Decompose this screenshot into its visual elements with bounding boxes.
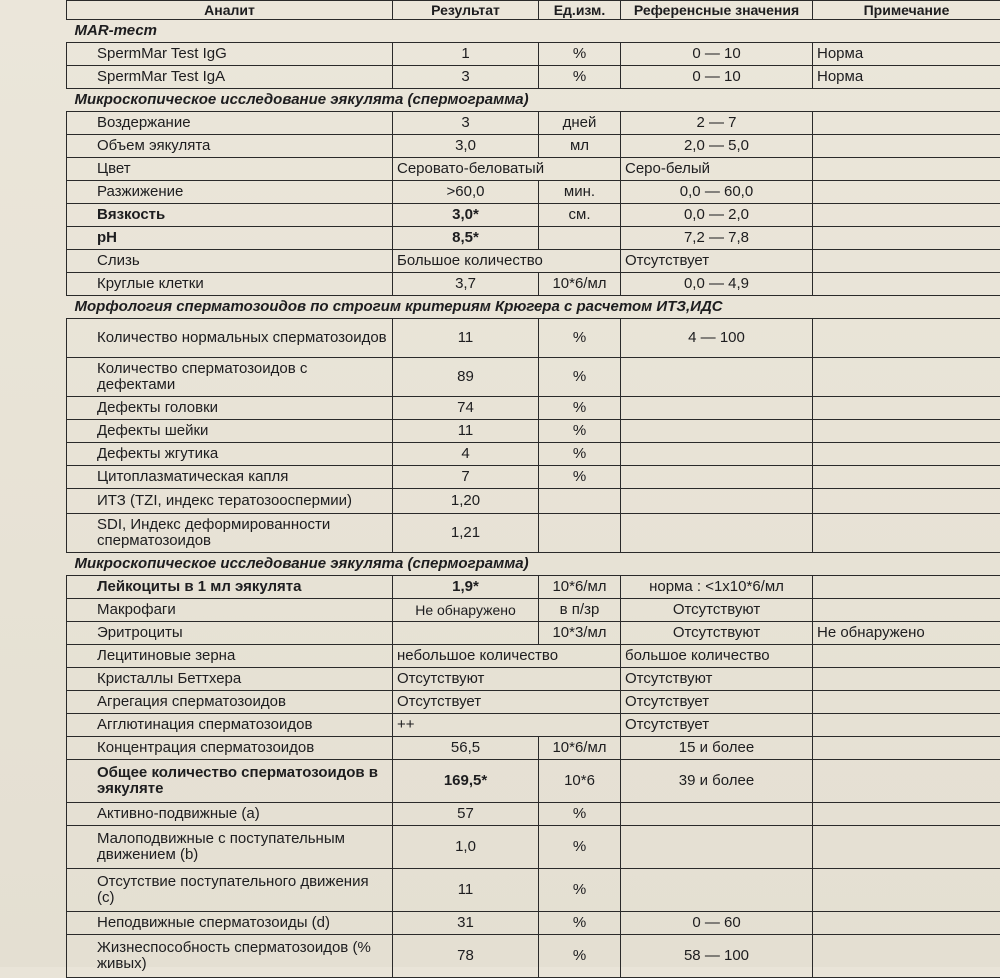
analyte-name: Вязкость — [67, 204, 393, 227]
table-row — [67, 319, 1000, 358]
result-value: 1,9* — [393, 576, 539, 599]
reference-value — [621, 826, 813, 869]
analyte-name: Круглые клетки — [67, 273, 393, 296]
unit-value: % — [539, 43, 621, 66]
note-value — [813, 358, 1000, 397]
analyte-name: Концентрация сперматозоидов — [67, 737, 393, 760]
result-value: 11 — [393, 869, 539, 912]
table-row — [67, 181, 1000, 204]
reference-value: большое количество — [621, 645, 813, 668]
analyte-name: Цитоплазматическая капля — [67, 466, 393, 489]
table-row — [67, 158, 1000, 181]
col-header-unit: Ед.изм. — [539, 1, 621, 20]
unit-value: % — [539, 935, 621, 978]
analyte-name: Слизь — [67, 250, 393, 273]
reference-value: 0,0 — 60,0 — [621, 181, 813, 204]
analyte-name: Воздержание — [67, 112, 393, 135]
col-header-analyte: Аналит — [67, 1, 393, 20]
table-row — [67, 714, 1000, 737]
reference-value: норма : <1x10*6/мл — [621, 576, 813, 599]
reference-value: 39 и более — [621, 760, 813, 803]
analyte-name: Дефекты головки — [67, 397, 393, 420]
result-value: 4 — [393, 443, 539, 466]
reference-value — [621, 514, 813, 553]
result-value: 8,5* — [393, 227, 539, 250]
result-value: 1 — [393, 43, 539, 66]
unit-value: % — [539, 466, 621, 489]
table-row — [67, 622, 1000, 645]
reference-value — [621, 869, 813, 912]
reference-value: 2,0 — 5,0 — [621, 135, 813, 158]
reference-value: 0,0 — 4,9 — [621, 273, 813, 296]
analyte-name: Кристаллы Беттхера — [67, 668, 393, 691]
note-value — [813, 714, 1000, 737]
result-value: 3,0 — [393, 135, 539, 158]
analyte-name: SpermMar Test IgA — [67, 66, 393, 89]
reference-value: Серо-белый — [621, 158, 813, 181]
reference-value — [621, 466, 813, 489]
note-value — [813, 645, 1000, 668]
analyte-name: Объем эякулята — [67, 135, 393, 158]
reference-value: Отсутствует — [621, 691, 813, 714]
reference-value: Отсутствует — [621, 250, 813, 273]
analyte-name: Неподвижные сперматозоиды (d) — [67, 912, 393, 935]
result-value: 89 — [393, 358, 539, 397]
table-row — [67, 514, 1000, 553]
note-value — [813, 737, 1000, 760]
header-row — [67, 1, 1000, 20]
table-body — [67, 1, 1000, 978]
unit-value: % — [539, 319, 621, 358]
note-value — [813, 135, 1000, 158]
note-value — [813, 668, 1000, 691]
reference-value — [621, 443, 813, 466]
section-title: Микроскопическое исследование эякулята (спермограмма) — [67, 553, 1000, 576]
table-row — [67, 869, 1000, 912]
note-value — [813, 869, 1000, 912]
unit-value: % — [539, 803, 621, 826]
analyte-name: Количество сперматозоидов с дефектами — [67, 358, 393, 397]
note-value: Не обнаружено — [813, 622, 1000, 645]
table-row — [67, 912, 1000, 935]
table-row — [67, 43, 1000, 66]
col-header-reference: Референсные значения — [621, 1, 813, 20]
result-value: 1,20 — [393, 489, 539, 514]
unit-value: мл — [539, 135, 621, 158]
section-micro1 — [67, 89, 1000, 112]
result-value: Отсутствует — [393, 691, 621, 714]
section-title: Морфология сперматозоидов по строгим критериям Крюгера с расчетом ИТЗ,ИДС — [67, 296, 1000, 319]
note-value — [813, 112, 1000, 135]
reference-value: 0 — 60 — [621, 912, 813, 935]
unit-value: 10*6/мл — [539, 576, 621, 599]
result-value — [393, 622, 539, 645]
unit-value: мин. — [539, 181, 621, 204]
table-row — [67, 204, 1000, 227]
unit-value: 10*3/мл — [539, 622, 621, 645]
table-row — [67, 66, 1000, 89]
unit-value: % — [539, 912, 621, 935]
result-value: 3,0* — [393, 204, 539, 227]
note-value — [813, 489, 1000, 514]
table-row — [67, 420, 1000, 443]
unit-value: см. — [539, 204, 621, 227]
result-value: 3,7 — [393, 273, 539, 296]
col-header-result: Результат — [393, 1, 539, 20]
reference-value: Отсутствует — [621, 714, 813, 737]
unit-value: % — [539, 66, 621, 89]
reference-value: 0,0 — 2,0 — [621, 204, 813, 227]
result-value: 11 — [393, 319, 539, 358]
section-micro2 — [67, 553, 1000, 576]
note-value: Норма — [813, 43, 1000, 66]
analyte-name: Дефекты жгутика — [67, 443, 393, 466]
unit-value: % — [539, 358, 621, 397]
section-morphology — [67, 296, 1000, 319]
section-mar — [67, 20, 1000, 43]
result-value: 3 — [393, 66, 539, 89]
result-value: 74 — [393, 397, 539, 420]
unit-value — [539, 489, 621, 514]
analyte-name: pH — [67, 227, 393, 250]
note-value — [813, 204, 1000, 227]
table-row — [67, 737, 1000, 760]
col-header-note: Примечание — [813, 1, 1000, 20]
unit-value: % — [539, 869, 621, 912]
table-row — [67, 935, 1000, 978]
analyte-name: Агглютинация сперматозоидов — [67, 714, 393, 737]
analyte-name: Жизнеспособность сперматозоидов (% живых) — [67, 935, 393, 978]
table-row — [67, 576, 1000, 599]
results-table — [66, 0, 1000, 978]
note-value — [813, 576, 1000, 599]
unit-value: 10*6/мл — [539, 737, 621, 760]
analyte-name: Малоподвижные с поступательным движением (b) — [67, 826, 393, 869]
table-row — [67, 273, 1000, 296]
reference-value — [621, 803, 813, 826]
note-value — [813, 826, 1000, 869]
analyte-name: Эритроциты — [67, 622, 393, 645]
result-value: небольшое количество — [393, 645, 621, 668]
result-value: ++ — [393, 714, 621, 737]
result-value: Большое количество — [393, 250, 621, 273]
unit-value — [539, 514, 621, 553]
analyte-name: Общее количество сперматозоидов в эякуляте — [67, 760, 393, 803]
result-value: 1,21 — [393, 514, 539, 553]
table-row — [67, 443, 1000, 466]
reference-value: 58 — 100 — [621, 935, 813, 978]
note-value — [813, 227, 1000, 250]
table-row — [67, 135, 1000, 158]
analyte-name: Лецитиновые зерна — [67, 645, 393, 668]
result-value: Не обнаружено — [393, 599, 539, 622]
analyte-name: Разжижение — [67, 181, 393, 204]
note-value — [813, 319, 1000, 358]
unit-value: 10*6 — [539, 760, 621, 803]
result-value: 57 — [393, 803, 539, 826]
analyte-name: Агрегация сперматозоидов — [67, 691, 393, 714]
unit-value: в п/зр — [539, 599, 621, 622]
note-value — [813, 273, 1000, 296]
unit-value: % — [539, 443, 621, 466]
table-row — [67, 668, 1000, 691]
result-value: 7 — [393, 466, 539, 489]
table-row — [67, 112, 1000, 135]
result-value: 78 — [393, 935, 539, 978]
reference-value — [621, 489, 813, 514]
table-row — [67, 760, 1000, 803]
table-row — [67, 250, 1000, 273]
note-value — [813, 935, 1000, 978]
unit-value: 10*6/мл — [539, 273, 621, 296]
result-value: Отсутствуют — [393, 668, 621, 691]
note-value — [813, 250, 1000, 273]
table-row — [67, 599, 1000, 622]
table-row — [67, 691, 1000, 714]
table-row — [67, 803, 1000, 826]
reference-value: 15 и более — [621, 737, 813, 760]
note-value — [813, 691, 1000, 714]
analyte-name: Отсутствие поступательного движения (c) — [67, 869, 393, 912]
table-row — [67, 358, 1000, 397]
table-row — [67, 826, 1000, 869]
result-value: >60,0 — [393, 181, 539, 204]
reference-value: 0 — 10 — [621, 66, 813, 89]
note-value — [813, 420, 1000, 443]
note-value — [813, 443, 1000, 466]
reference-value: 0 — 10 — [621, 43, 813, 66]
analyte-name: ИТЗ (TZI, индекс тератозооспермии) — [67, 489, 393, 514]
note-value — [813, 803, 1000, 826]
reference-value: Отсутствуют — [621, 622, 813, 645]
table-row — [67, 645, 1000, 668]
analyte-name: SDI, Индекс деформированности сперматозоидов — [67, 514, 393, 553]
unit-value: % — [539, 397, 621, 420]
analyte-name: Дефекты шейки — [67, 420, 393, 443]
note-value — [813, 397, 1000, 420]
result-value: 169,5* — [393, 760, 539, 803]
table-row — [67, 227, 1000, 250]
unit-value: % — [539, 420, 621, 443]
reference-value: 4 — 100 — [621, 319, 813, 358]
unit-value — [539, 227, 621, 250]
analyte-name: Активно-подвижные (a) — [67, 803, 393, 826]
section-title: Микроскопическое исследование эякулята (спермограмма) — [67, 89, 1000, 112]
table-row — [67, 466, 1000, 489]
unit-value: дней — [539, 112, 621, 135]
reference-value: Отсутствуют — [621, 668, 813, 691]
table-row — [67, 489, 1000, 514]
result-value: 1,0 — [393, 826, 539, 869]
note-value — [813, 158, 1000, 181]
result-value: 3 — [393, 112, 539, 135]
section-title: MAR-тест — [67, 20, 1000, 43]
analyte-name: Количество нормальных сперматозоидов — [67, 319, 393, 358]
result-value: 31 — [393, 912, 539, 935]
note-value — [813, 760, 1000, 803]
note-value — [813, 181, 1000, 204]
reference-value: 7,2 — 7,8 — [621, 227, 813, 250]
result-value: Серовато-беловатый — [393, 158, 621, 181]
table-row — [67, 397, 1000, 420]
reference-value — [621, 397, 813, 420]
result-value: 11 — [393, 420, 539, 443]
reference-value: 2 — 7 — [621, 112, 813, 135]
result-value: 56,5 — [393, 737, 539, 760]
unit-value: % — [539, 826, 621, 869]
analyte-name: Лейкоциты в 1 мл эякулята — [67, 576, 393, 599]
note-value — [813, 514, 1000, 553]
reference-value: Отсутствуют — [621, 599, 813, 622]
note-value: Норма — [813, 66, 1000, 89]
reference-value — [621, 358, 813, 397]
note-value — [813, 466, 1000, 489]
analyte-name: Макрофаги — [67, 599, 393, 622]
note-value — [813, 912, 1000, 935]
analyte-name: SpermMar Test IgG — [67, 43, 393, 66]
note-value — [813, 599, 1000, 622]
analyte-name: Цвет — [67, 158, 393, 181]
reference-value — [621, 420, 813, 443]
